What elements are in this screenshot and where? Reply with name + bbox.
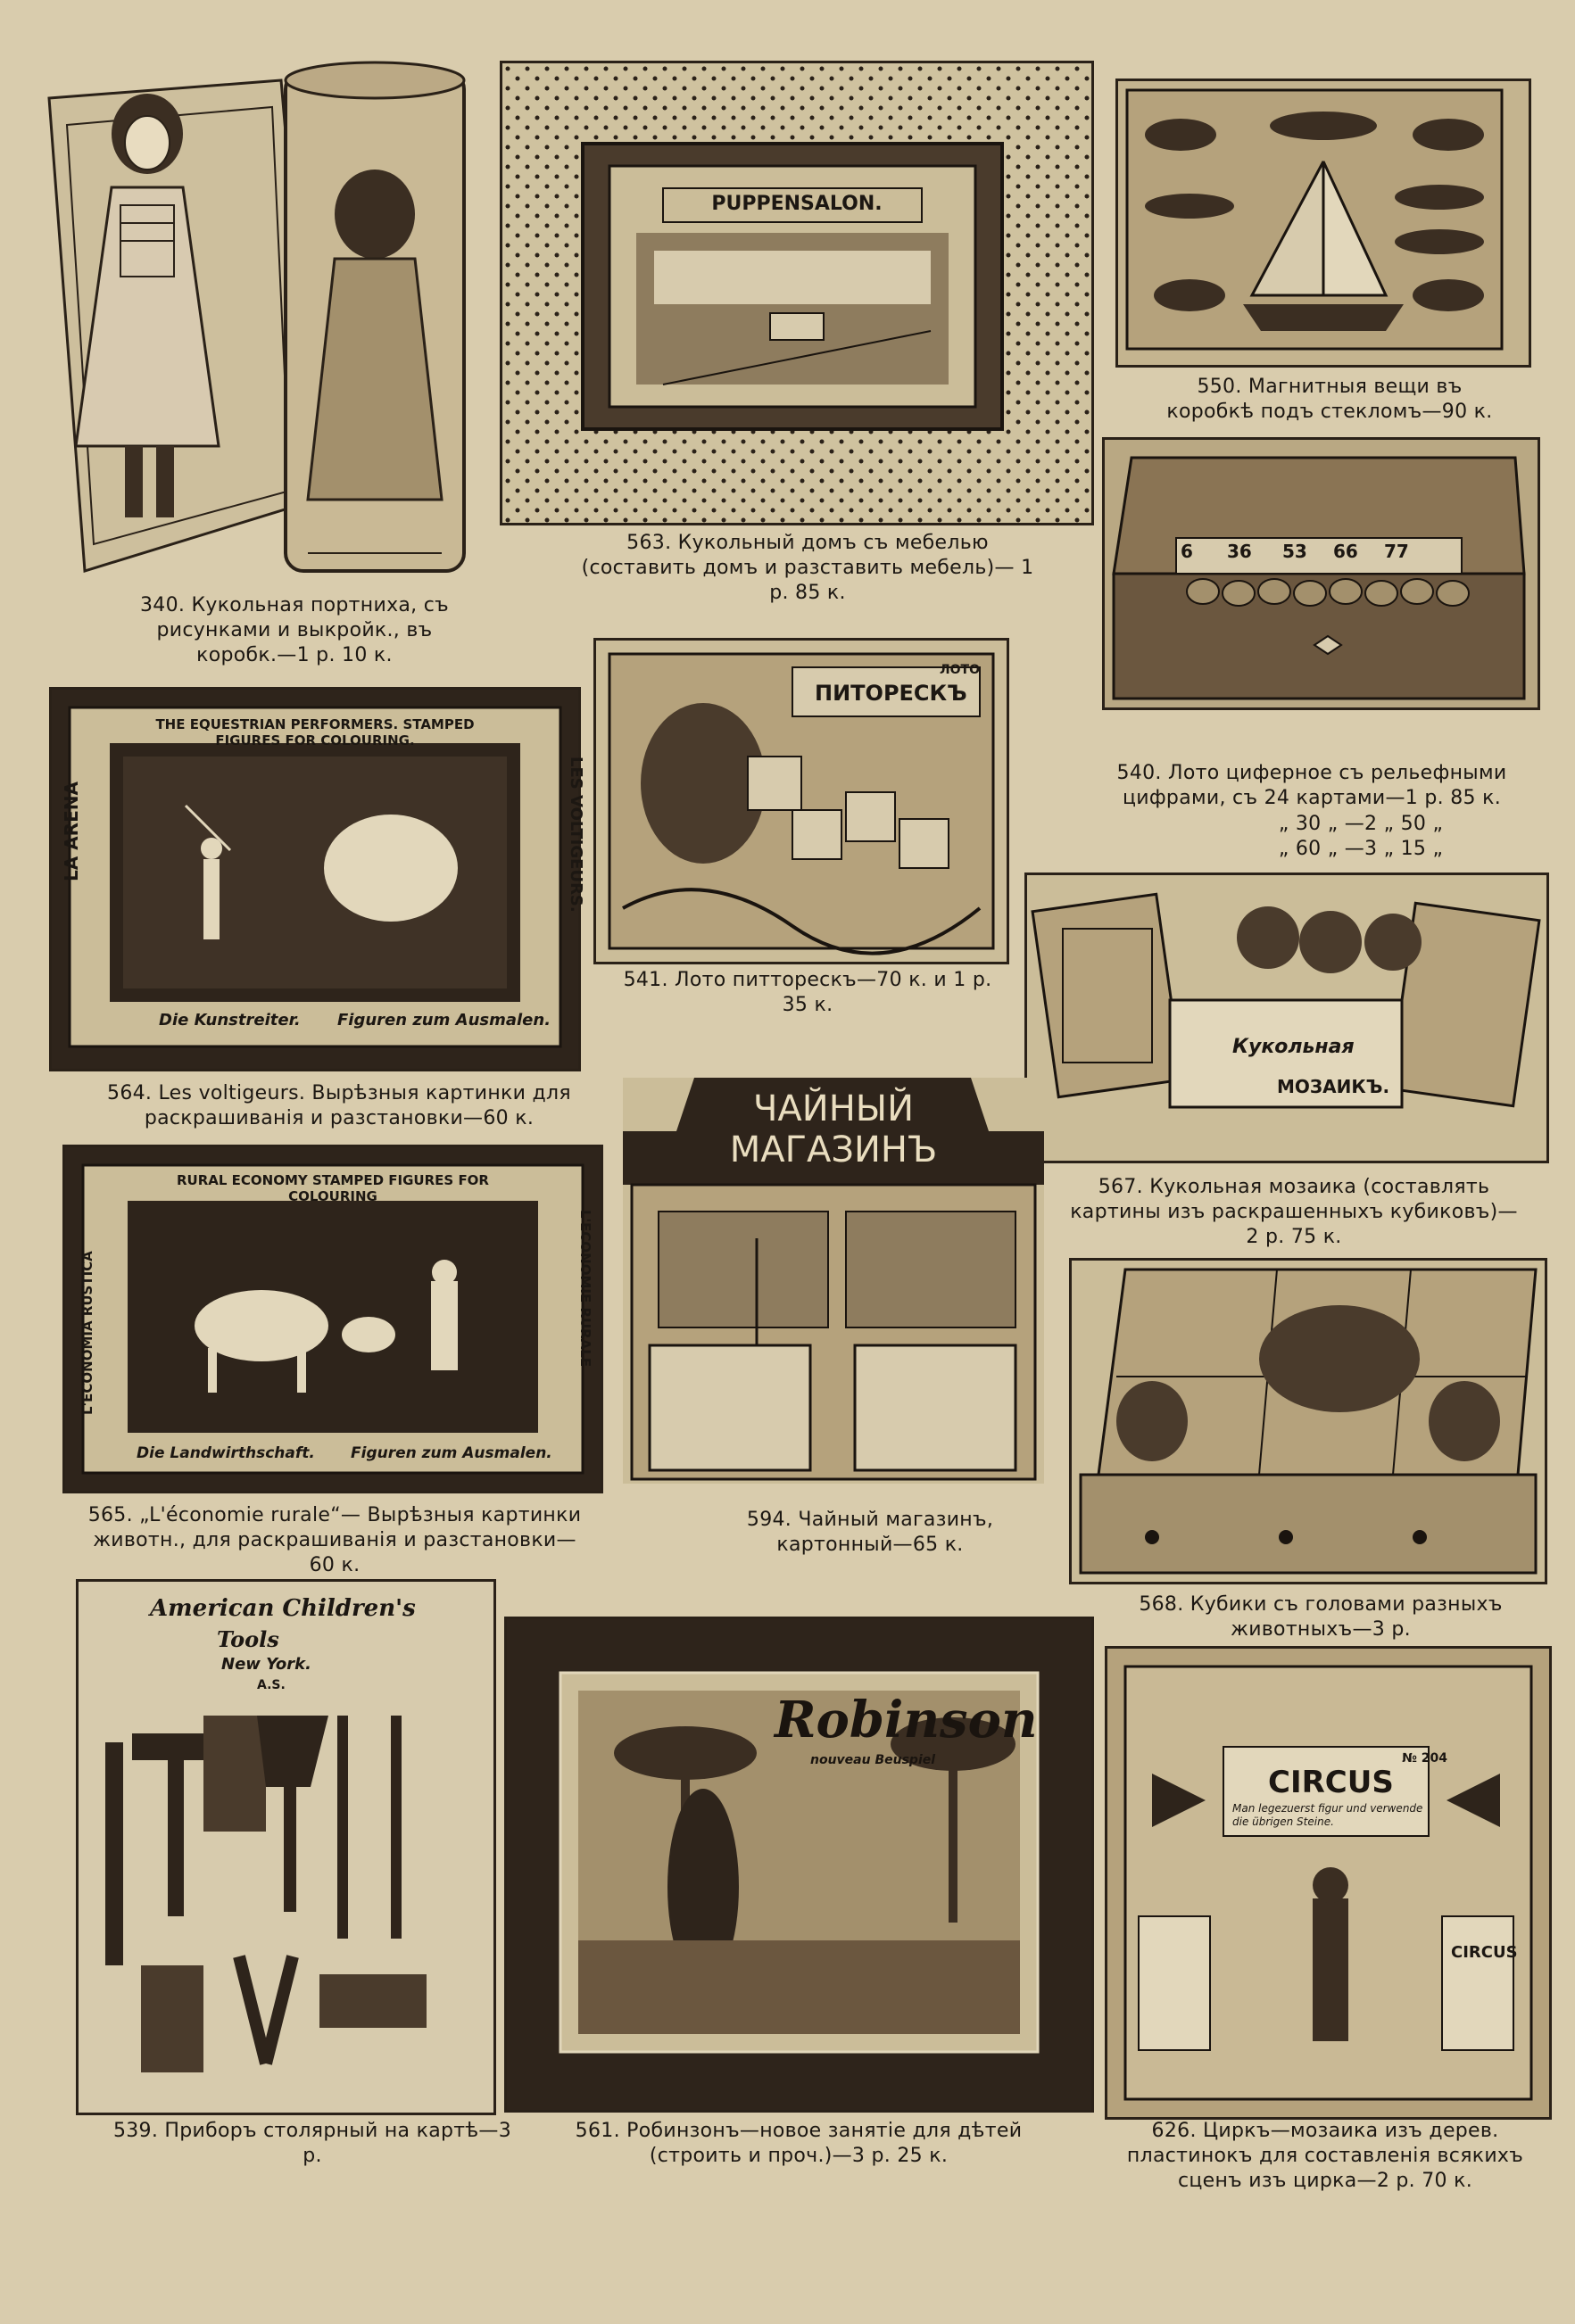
item-541-image <box>593 638 1009 964</box>
item-541-box-label: ПИТОРЕСКЪ <box>815 681 967 706</box>
item-564-box-bottom-left: Die Kunstreiter. <box>159 1011 301 1030</box>
item-539-image <box>76 1579 496 2115</box>
item-626-box-no: № 204 <box>1402 1751 1447 1766</box>
item-541-caption: 541. Лото питторескъ—70 к. и 1 р. 35 к. <box>623 969 992 1016</box>
item-563-image <box>500 61 1094 525</box>
item-564-caption: 564. Les voltigeurs. Вырѣзныя картинки для раскрашиванія и разстановки—60 к. <box>107 1082 571 1129</box>
item-567-box-label-1: Кукольная <box>1232 1036 1355 1058</box>
item-540-price-line-1: „ 30 „ —2 „ 50 „ <box>1278 813 1444 835</box>
item-565-box-right: L'ECONOMIE RURALE <box>577 1210 593 1368</box>
item-563-box-label: PUPPENSALON. <box>711 193 883 215</box>
item-561-image <box>504 1617 1094 2113</box>
item-626-caption: 626. Циркъ—мозаика изъ дерев. пластинокъ для составленія всякихъ сценъ изъ цирка—2 р. 70 к. <box>1126 2120 1524 2192</box>
item-539-caption: 539. Приборъ столярный на картѣ—3 р. <box>112 2120 512 2167</box>
item-594-image <box>623 1078 1044 1484</box>
item-540-caption: 540. Лото циферное съ рельефными цифрами, съ 24 картами—1 р. 85 к. <box>1116 762 1507 809</box>
item-540-image <box>1102 437 1540 710</box>
item-561-box-label: Robinson <box>775 1691 1038 1749</box>
item-550-caption: 550. Магнитныя вещи въ коробкѣ подъ стекломъ—90 к. <box>1166 376 1493 423</box>
item-567-image <box>1024 873 1549 1163</box>
item-568-caption: 568. Кубики съ головами разныхъ животныхъ—3 р. <box>1139 1593 1503 1641</box>
item-561-caption: 561. Робинзонъ—новое занятіе для дѣтей (строить и проч.)—3 р. 25 к. <box>575 2120 1023 2167</box>
item-540-num-1: 6 <box>1181 541 1193 562</box>
item-564-image <box>49 687 585 1071</box>
item-550-image <box>1115 79 1531 368</box>
item-540-num-3: 53 <box>1282 541 1307 562</box>
item-540-number-strip <box>1181 541 1457 562</box>
item-540-num-4: 66 <box>1333 541 1358 562</box>
item-565-box-left: L'ECONOMIA RUSTICA <box>79 1251 95 1415</box>
item-540-num-2: 36 <box>1227 541 1252 562</box>
item-540-num-5: 77 <box>1384 541 1409 562</box>
item-594-sign-2: МАГАЗИНЪ <box>729 1129 938 1170</box>
item-568-image <box>1069 1258 1547 1584</box>
item-561-box-sub: nouveau Beuspiel <box>810 1753 936 1767</box>
item-564-box-left: LA ARENA <box>61 782 82 881</box>
item-594-sign-1: ЧАЙНЫЙ <box>753 1088 914 1129</box>
item-565-box-bottom-right: Figuren zum Ausmalen. <box>351 1444 552 1462</box>
item-340-image <box>49 71 486 575</box>
item-565-box-bottom-left: Die Landwirthschaft. <box>137 1444 315 1462</box>
item-563-caption: 563. Кукольный домъ съ мебелью (составить домъ и разставить мебель)— 1 р. 85 к. <box>581 532 1034 604</box>
item-540-price-line-2: „ 60 „ —3 „ 15 „ <box>1278 838 1444 860</box>
item-567-caption: 567. Кукольная мозаика (составлять картины изъ раскрашенныхъ кубиковъ)— 2 р. 75 к. <box>1070 1176 1518 1248</box>
item-539-card-3: New York. <box>221 1655 311 1674</box>
item-539-card-2: Tools <box>217 1626 279 1652</box>
item-541-box-small: ЛОТО <box>940 663 980 677</box>
item-626-box-sub: Man legezuerst figur und verwende die übrigen Steine. <box>1232 1802 1423 1828</box>
item-565-image <box>62 1145 603 1493</box>
item-539-card-1: American Children's <box>150 1595 416 1622</box>
item-564-box-top: THE EQUESTRIAN PERFORMERS. STAMPED FIGURES FOR COLOURING. <box>155 716 475 748</box>
item-626-side-label: CIRCUS <box>1451 1943 1518 1962</box>
item-565-box-top: RURAL ECONOMY STAMPED FIGURES FOR COLOURING <box>176 1172 489 1204</box>
item-340-caption: 340. Кукольная портниха, съ рисунками и выкройк., въ коробк.—1 р. 10 к. <box>139 594 450 666</box>
item-564-box-bottom-right: Figuren zum Ausmalen. <box>337 1011 551 1030</box>
item-564-box-right: LES VOLTIGEURS. <box>567 757 585 913</box>
item-626-box-label: CIRCUS <box>1268 1765 1394 1800</box>
item-567-box-label-2: МОЗАИКЪ. <box>1277 1076 1390 1097</box>
item-626-image <box>1105 1646 1552 2120</box>
item-594-caption: 594. Чайный магазинъ, картонный—65 к. <box>746 1509 994 1556</box>
item-539-card-4: A.S. <box>257 1678 286 1692</box>
item-565-caption: 565. „L'économie rurale“— Вырѣзныя картинки животн., для раскрашиванія и разстановки—60 к. <box>87 1504 582 1576</box>
